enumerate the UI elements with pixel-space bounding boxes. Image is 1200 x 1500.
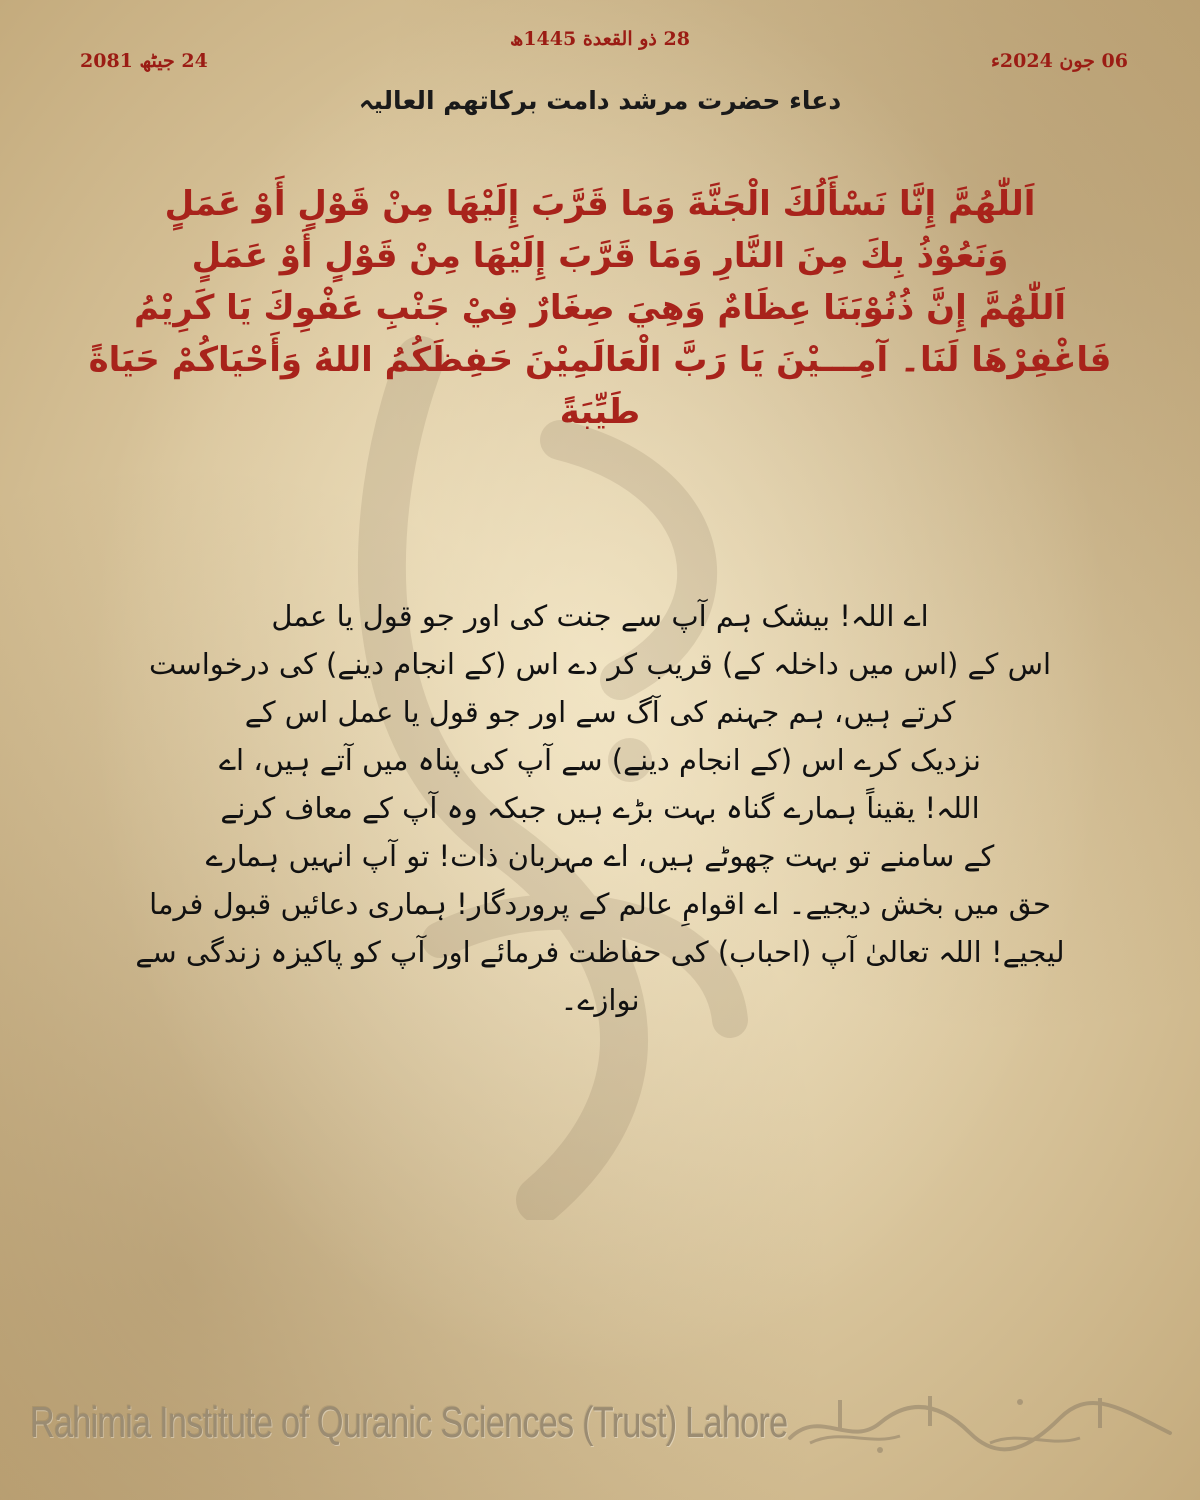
footer-org-name-english: Rahimia Institute of Quranic Sciences (Trust) Lahore [30, 1398, 788, 1447]
urdu-translation-line: نوازے۔ [560, 983, 640, 1017]
arabic-dua-line: طَيِّبَةً [559, 392, 641, 432]
arabic-dua-line: وَنَعُوْذُ بِكَ مِنَ النَّارِ وَمَا قَرَّبَ إِلَيْهَا مِنْ قَوْلٍ أَوْ عَمَلٍ [191, 236, 1009, 276]
urdu-translation-line: اس کے (اس میں داخلہ کے) قریب کر دے اس (کے انجام دینے) کی درخواست [148, 647, 1052, 681]
urdu-translation-line: لیجیے! اللہ تعالیٰ آپ (احباب) کی حفاظت فرمائے اور آپ کو پاکیزہ زندگی سے [135, 935, 1065, 969]
urdu-translation-line: حق میں بخش دیجیے۔ اے اقوامِ عالم کے پروردگار! ہماری دعائیں قبول فرما [149, 887, 1051, 921]
hijri-date: 28 ذو القعدة 1445ھ [510, 28, 690, 50]
urdu-translation-line: کرتے ہیں، ہم جہنم کی آگ سے اور جو قول یا عمل اس کے [244, 695, 956, 729]
arabic-dua [80, 178, 1120, 438]
footer-org-logo-urdu-icon [780, 1388, 1180, 1458]
gregorian-date: 06 جون 2024ء [990, 50, 1128, 72]
page-subtitle: دعاء حضرت مرشد دامت برکاتھم العالیہ [358, 86, 842, 115]
arabic-dua-line: اَللّٰھُمَّ إِنَّا نَسْأَلُكَ الْجَنَّةَ وَمَا قَرَّبَ إِلَيْهَا مِنْ قَوْلٍ أَوْ عَمَلٍ [164, 184, 1036, 224]
urdu-translation [110, 592, 1090, 1024]
urdu-translation-line: کے سامنے تو بہت چھوٹے ہیں، اے مہربان ذات! تو آپ انہیں ہمارے [205, 839, 995, 873]
bikrami-date: 24 جیٹھ 2081 [80, 50, 208, 72]
urdu-translation-line: اللہ! یقیناً ہمارے گناہ بہت بڑے ہیں جبکہ وہ آپ کے معاف کرنے [220, 791, 980, 825]
urdu-translation-line: نزدیک کرے اس (کے انجام دینے) سے آپ کی پناہ میں آتے ہیں، اے [219, 743, 981, 777]
arabic-dua-line: اَللّٰھُمَّ إِنَّ ذُنُوْبَنَا عِظَامٌ وَهِيَ صِغَارٌ فِيْ جَنْبِ عَفْوِكَ يَا كَرِيْمُ [133, 288, 1066, 328]
arabic-dua-line: فَاغْفِرْهَا لَنَا۔ آمِـــيْنَ يَا رَبَّ الْعَالَمِيْنَ حَفِظَكُمُ اللهُ وَأَحْيَاكُمْ حَيَاةً [88, 340, 1112, 380]
urdu-translation-line: اے اللہ! بیشک ہم آپ سے جنت کی اور جو قول یا عمل [271, 599, 929, 633]
